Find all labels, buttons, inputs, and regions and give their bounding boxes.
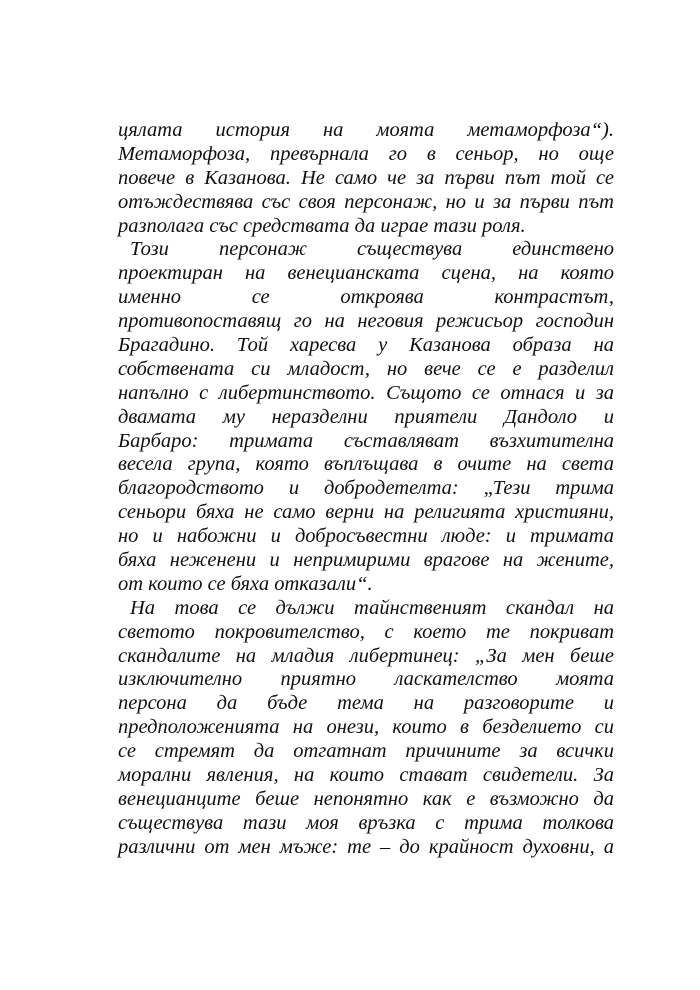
text-line: венецианците беше непонятно как е възможно да (118, 787, 614, 810)
text-line: отъждествява със своя персонаж, но и за първи път (118, 190, 614, 213)
text-line: скандалите на младия либертинец: „За мен беше (118, 644, 614, 667)
text-line: На това се дължи тайнственият скандал на (130, 596, 614, 619)
text-line: но и набожни и добросъвестни люде: и тримата (118, 525, 614, 548)
text-line: весела група, която въплъщава в очите на света (118, 453, 614, 476)
text-line: морални явления, на които стават свидетели. За (118, 764, 614, 787)
text-line: съществува тази моя връзка с трима толкова (118, 811, 614, 834)
text-line: Брагадино. Той харесва у Казанова образа на (118, 334, 614, 357)
text-line: бяха неженени и непримирими врагове на жените, (118, 549, 614, 572)
text-line: противопоставящ го на неговия режисьор господин (118, 310, 614, 333)
text-line: благородството и добродетелта: „Тези трима (118, 477, 614, 500)
text-line: светото покровителство, с което те покриват (118, 620, 614, 643)
text-line: Барбаро: тримата съставляват възхитителна (118, 429, 614, 452)
text-line: се стремят да отгатнат причините за всички (118, 740, 614, 763)
text-line: именно се откроява контрастът, (118, 286, 614, 309)
text-line: изключително приятно ласкателство моята (118, 668, 614, 691)
text-line: от които се бяха отказали“. (118, 572, 373, 595)
text-line: разполага със средствата да играе тази роля. (118, 214, 526, 237)
text-line: двамата му неразделни приятели Дандоло и (118, 405, 614, 428)
text-line: персона да бъде тема на разговорите и (118, 692, 614, 715)
text-line: различни от мен мъже: те – до крайност духовни, а (118, 835, 614, 858)
text-line: сеньори бяха не само верни на религията християни, (118, 501, 614, 524)
text-line: повече в Казанова. Не само че за първи път той се (118, 166, 614, 189)
text-line: Метаморфоза, превърнала го в сеньор, но още (118, 142, 614, 165)
text-line: предположенията на онези, които в безделието си (118, 716, 614, 739)
text-line: напълно с либертинството. Същото се отнася и за (118, 381, 614, 404)
text-line: собствената си младост, но вече се е разделил (118, 357, 614, 380)
text-line: цялата история на моята метаморфоза“). (118, 119, 614, 141)
text-line: Този персонаж съществува единствено (130, 238, 614, 261)
text-line: проектиран на венецианската сцена, на която (118, 262, 614, 285)
body-text (118, 119, 614, 860)
